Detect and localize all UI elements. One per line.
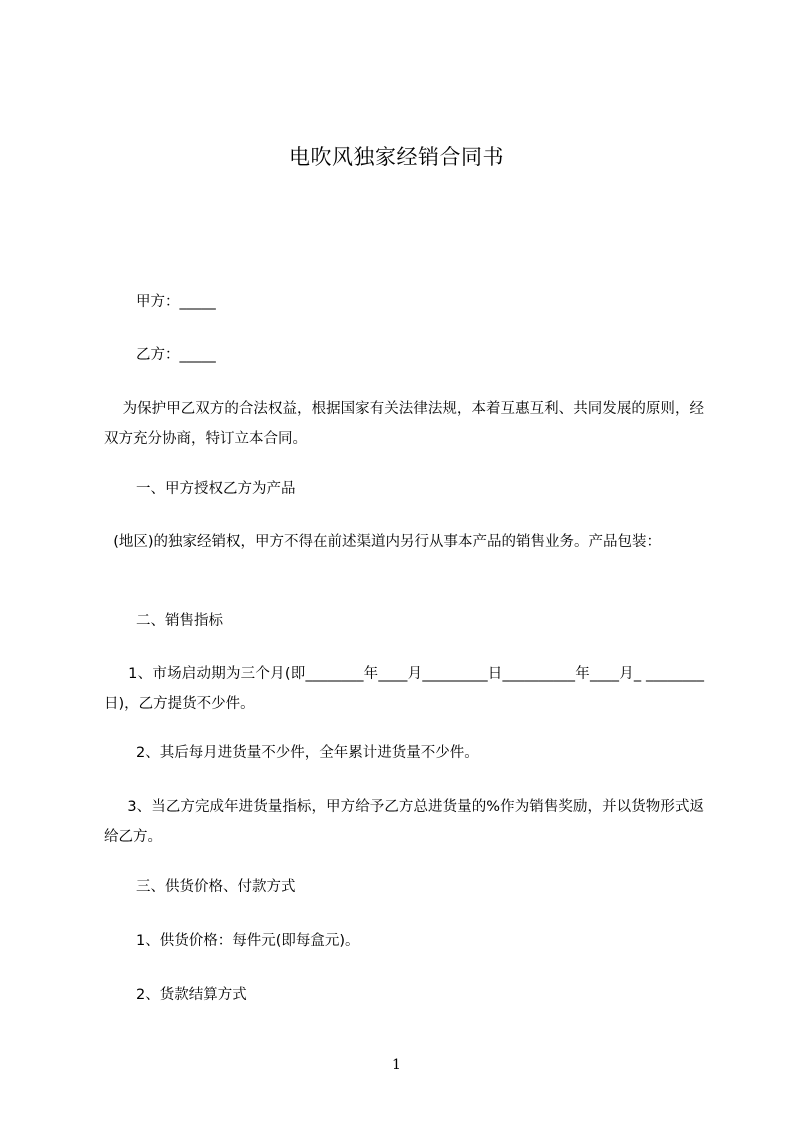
party-a-line: 甲方：_____ bbox=[136, 294, 216, 310]
section-3-item-2: 2、货款结算方式 bbox=[136, 987, 247, 1003]
party-b-line: 乙方：_____ bbox=[136, 347, 216, 363]
section-2-item-3: 3、当乙方完成年进货量指标，甲方给予乙方总进货量的%作为销售奖励，并以货物形式返给乙方。 bbox=[104, 799, 705, 845]
section-2-item-2: 2、其后每月进货量不少件，全年累计进货量不少件。 bbox=[136, 745, 479, 761]
section-2-item-1: 1、市场启动期为三个月(即________年____月_________日__________年____月_ ________日)，乙方提货不少件。 bbox=[104, 666, 705, 712]
document-title: 电吹风独家经销合同书 bbox=[289, 145, 504, 169]
section-3-item-1: 1、供货价格：每件元(即每盒元)。 bbox=[136, 933, 360, 949]
section-3-heading: 三、供货价格、付款方式 bbox=[136, 879, 296, 895]
section-1-heading: 一、甲方授权乙方为产品 bbox=[136, 481, 296, 497]
preamble-paragraph: 为保护甲乙双方的合法权益，根据国家有关法律法规，本着互惠互利、共同发展的原则，经双方充分协商，特订立本合同。 bbox=[104, 401, 705, 447]
section-1-body: (地区)的独家经销权，甲方不得在前述渠道内另行从事本产品的销售业务。产品包装： bbox=[104, 534, 662, 550]
page-number: 1 bbox=[392, 1057, 401, 1073]
section-2-heading: 二、销售指标 bbox=[136, 613, 223, 629]
